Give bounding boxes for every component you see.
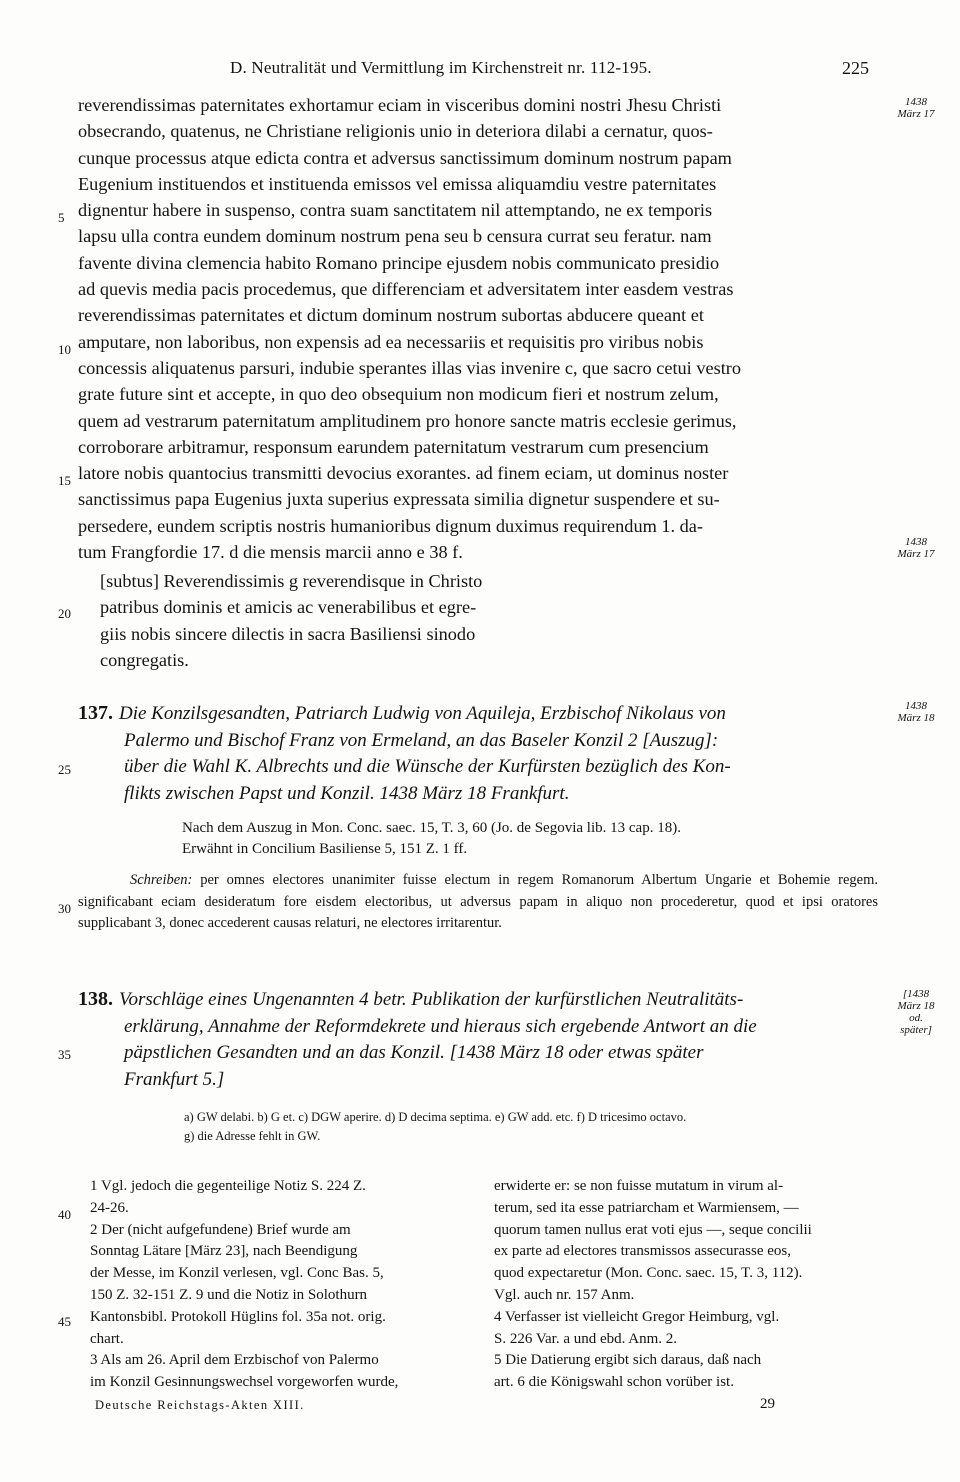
margin-date-note: 1438 März 17 xyxy=(897,96,935,120)
source-note: Nach dem Auszug in Mon. Conc. saec. 15, T. 3, 60 (Jo. de Segovia lib. 13 cap. 18). Erwähnt in Concilium Basiliense 5, 151 Z. 1 ff. xyxy=(182,820,681,857)
text-line: concessis aliquatenus parsuri, indubie sperantes illas vias invenire c, que sacro cetui vestro xyxy=(78,357,741,378)
footnote-line: erwiderte er: se non fuisse mutatum in virum al- xyxy=(494,1178,784,1194)
text-line: corroborare arbitramur, responsum earundem paternitatum vestrarum cum presencium xyxy=(78,436,709,457)
footnote-line: Sonntag Lätare [März 23], nach Beendigung xyxy=(90,1243,358,1260)
summary-text: per omnes electores unanimiter fuisse electum in regem Romanorum Albertum Ungarie et Bohemie regem. significabant eciam desideratum fore eisdem electoribus, ut adversus papam in aliquo non procederetur, quod et ipsi oratores supplicabant 3, donec accederent causas relaturi, ne electores irritarentur. xyxy=(78,872,879,931)
document-heading-137: 137. Die Konzilsgesandten, Patriarch Ludwig von Aquileja, Erzbischof Nikolaus von Palermo und Bischof Franz von Ermeland, an das Baseler Konzil 2 [Auszug]: über die Wahl K. Albrechts und die Wünsche der Kurfürsten bezüglich des Kon- flikts zwischen Papst und Konzil. 1438 März 18 Frankfurt. xyxy=(78,702,731,804)
footnote-line: im Konzil Gesinnungswechsel vorgeworfen wurde, xyxy=(90,1374,399,1391)
text-line: ad quevis media pacis procedemus, que differenciam et adversitatem inter easdem vestras xyxy=(78,279,734,300)
footnote-line: 150 Z. 32-151 Z. 9 und die Notiz in Solothurn xyxy=(90,1286,368,1303)
text-line: grate future sint et accepte, in quo deo obsequium non modicum fieri et nostrum zelum, xyxy=(78,384,719,405)
line-number: 15 xyxy=(58,473,71,488)
text-line: dignentur habere in suspenso, contra suam sanctitatem nil attemptando, ne ex temporis xyxy=(78,200,713,221)
page-number: 225 xyxy=(842,58,869,78)
line-number: 10 xyxy=(58,342,71,357)
text-line: obsecrando, quatenus, ne Christiane religionis unio in deteriora dilabi a cernatur, quos- xyxy=(78,121,713,142)
running-title: D. Neutralität und Vermittlung im Kirchenstreit nr. 112-195. xyxy=(230,58,652,77)
margin-date-note: [1438 März 18 od. später] xyxy=(897,988,935,1036)
footnote-line: 3 Als am 26. April dem Erzbischof von Palermo xyxy=(90,1352,379,1369)
text-line: tum Frangfordie 17. d die mensis marcii anno e 38 f. xyxy=(78,542,463,563)
footnote-line: quorum tamen nullus erat voti ejus —, seque concilii xyxy=(494,1221,812,1238)
footnote-line: Kantonsbibl. Protokoll Hüglins fol. 35a not. orig. xyxy=(90,1308,386,1325)
signature-mark: 29 xyxy=(760,1396,775,1412)
footnote-line: 4 Verfasser ist vielleicht Gregor Heimburg, vgl. xyxy=(494,1308,780,1325)
letter-address xyxy=(100,568,620,673)
summary-paragraph xyxy=(78,870,878,935)
margin-date-note: 1438 März 18 xyxy=(897,700,935,724)
footnote-line: 24-26. xyxy=(90,1199,129,1216)
line-number: 20 xyxy=(58,606,71,621)
letter-body xyxy=(78,92,876,565)
document-heading-138: 138. Vorschläge eines Ungenannten 4 betr. Publikation der kurfürstlichen Neutralitäts- erklärung, Annahme der Reformdekrete und hieraus sich ergebende Antwort an die päpstlichen Gesandten und an das Konzil. [1438 März 18 oder etwas später Frankfurt 5.] xyxy=(78,988,757,1090)
address-line: patribus dominis et amicis ac venerabilibus et egre- xyxy=(100,597,477,618)
footnotes-left xyxy=(90,1176,468,1394)
text-line: amputare, non laboribus, non expensis ad ea necessariis et requisitis pro viribus nobis xyxy=(78,331,704,352)
text-line: cunque processus atque edicta contra et adversus sanctissimum dominum nostrum papam xyxy=(78,147,732,168)
text-line: lapsu ulla contra eundem dominum nostrum pena seu b censura currat seu feratur. nam xyxy=(78,226,712,247)
text-line: reverendissimas paternitates et dictum dominum nostrum subortas abducere queant et xyxy=(78,305,704,326)
variant-apparatus: a) GW delabi. b) G et. c) DGW aperire. d) D decima septima. e) GW add. etc. f) D tricesimo octavo. g) die Adresse fehlt in GW. xyxy=(184,1110,687,1143)
summary-label: Schreiben: xyxy=(130,872,193,888)
footnote-line: ex parte ad electores transmissos assecurasse eos, xyxy=(494,1243,791,1260)
footnote-line: quod expectaretur (Mon. Conc. saec. 15, T. 3, 112). xyxy=(494,1265,803,1282)
address-line: [subtus] Reverendissimis g reverendisque in Christo xyxy=(100,571,483,591)
book-title-footer: Deutsche Reichstags-Akten XIII. xyxy=(95,1398,305,1412)
line-number: 5 xyxy=(58,210,65,225)
margin-date-note: 1438 März 17 xyxy=(897,536,935,560)
line-number: 45 xyxy=(58,1314,71,1329)
document-number: 138. xyxy=(78,988,113,1010)
footnote-line: chart. xyxy=(90,1330,124,1347)
line-number: 40 xyxy=(58,1207,71,1222)
document-number: 137. xyxy=(78,702,113,724)
footnote-line: S. 226 Var. a und ebd. Anm. 2. xyxy=(494,1330,678,1347)
text-line: Eugenium instituendos et instituenda emissos vel emissa aliquamdiu vestre paternitates xyxy=(78,173,717,194)
text-line: reverendissimas paternitates exhortamur eciam in visceribus domini nostri Jhesu Christi xyxy=(78,95,722,115)
footnote-line: Vgl. auch nr. 157 Anm. xyxy=(494,1286,635,1303)
line-number: 25 xyxy=(58,762,71,777)
line-number: 30 xyxy=(58,901,71,916)
text-line: quem ad vestrarum paternitatum amplitudinem pro honore sancte matris ecclesie gerimus, xyxy=(78,410,737,431)
footnote-line: der Messe, im Konzil verlesen, vgl. Conc Bas. 5, xyxy=(90,1265,384,1282)
address-line: giis nobis sincere dilectis in sacra Basiliensi sinodo xyxy=(100,623,476,644)
text-line: sanctissimus papa Eugenius juxta superius expressata similia dignetur suspendere et su- xyxy=(78,489,720,510)
text-line: persedere, eundem scriptis nostris humanioribus dignum duximus requirendum 1. da- xyxy=(78,515,703,536)
footnote-line: 5 Die Datierung ergibt sich daraus, daß nach xyxy=(494,1352,762,1369)
footnotes-right xyxy=(494,1176,878,1394)
line-number: 35 xyxy=(58,1047,71,1062)
address-line: congregatis. xyxy=(100,649,189,670)
footnote-line: 2 Der (nicht aufgefundene) Brief wurde am xyxy=(90,1221,351,1238)
footnote-line: 1 Vgl. jedoch die gegenteilige Notiz S. 224 Z. xyxy=(90,1178,366,1194)
text-line: latore nobis quantocius transmitti devocius exorantes. ad finem eciam, ut dominus noster xyxy=(78,463,729,484)
footnote-line: terum, sed ita esse patriarcham et Warmiensem, — xyxy=(494,1199,799,1216)
text-line: favente divina clemencia habito Romano principe ejusdem nobis communicato presidio xyxy=(78,252,720,273)
footnote-line: art. 6 die Königswahl schon vorüber ist. xyxy=(494,1374,734,1391)
